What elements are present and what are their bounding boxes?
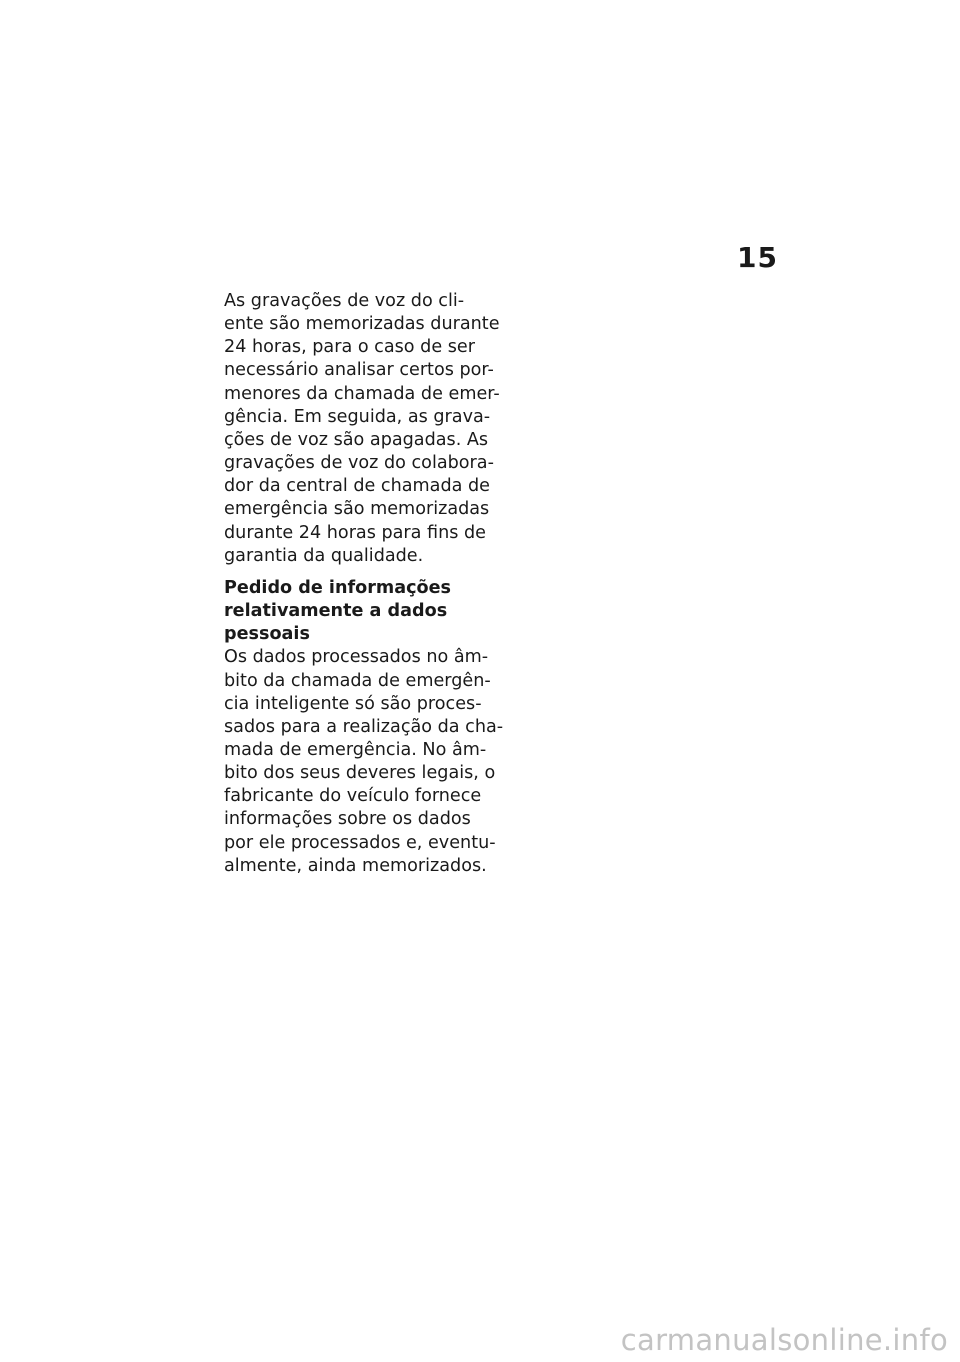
text-column (224, 290, 524, 878)
text-line: ente são memorizadas durante (224, 314, 500, 335)
text-line: Os dados processados no âm- (224, 647, 489, 668)
heading-line: pessoais (224, 624, 310, 645)
page-number: 15 (737, 241, 778, 274)
text-line: mada de emergência. No âm- (224, 739, 487, 760)
text-line: ções de voz são apagadas. As (224, 429, 489, 450)
text-line: durante 24 horas para fins de (224, 522, 487, 543)
text-line: As gravações de voz do cli- (224, 291, 465, 311)
text-line: gravações de voz do colabora- (224, 453, 494, 474)
section-heading (224, 577, 524, 646)
text-line: menores da chamada de emer- (224, 383, 500, 404)
text-line: almente, ainda memorizados. (224, 855, 487, 876)
text-line: bito da chamada de emergên- (224, 670, 491, 691)
paragraph-voice-recordings (224, 290, 524, 568)
text-line: gência. Em seguida, as grava- (224, 406, 491, 427)
text-line: necessário analisar certos por- (224, 360, 494, 381)
heading-line: Pedido de informações (224, 577, 452, 598)
text-line: garantia da qualidade. (224, 545, 424, 566)
text-line: informações sobre os dados (224, 809, 471, 830)
heading-line: relativamente a dados (224, 601, 448, 622)
text-line: emergência são memorizadas (224, 499, 490, 520)
text-line: fabricante do veículo fornece (224, 786, 482, 807)
text-line: cia inteligente só são proces- (224, 693, 482, 714)
text-line: sados para a realização da cha- (224, 716, 504, 737)
text-line: 24 horas, para o caso de ser (224, 337, 475, 358)
text-line: por ele processados e, eventu- (224, 832, 496, 853)
paragraph-personal-data (224, 646, 524, 878)
text-line: bito dos seus deveres legais, o (224, 763, 496, 784)
text-line: dor da central de chamada de (224, 476, 490, 497)
watermark: carmanualsonline.info (620, 1323, 948, 1357)
